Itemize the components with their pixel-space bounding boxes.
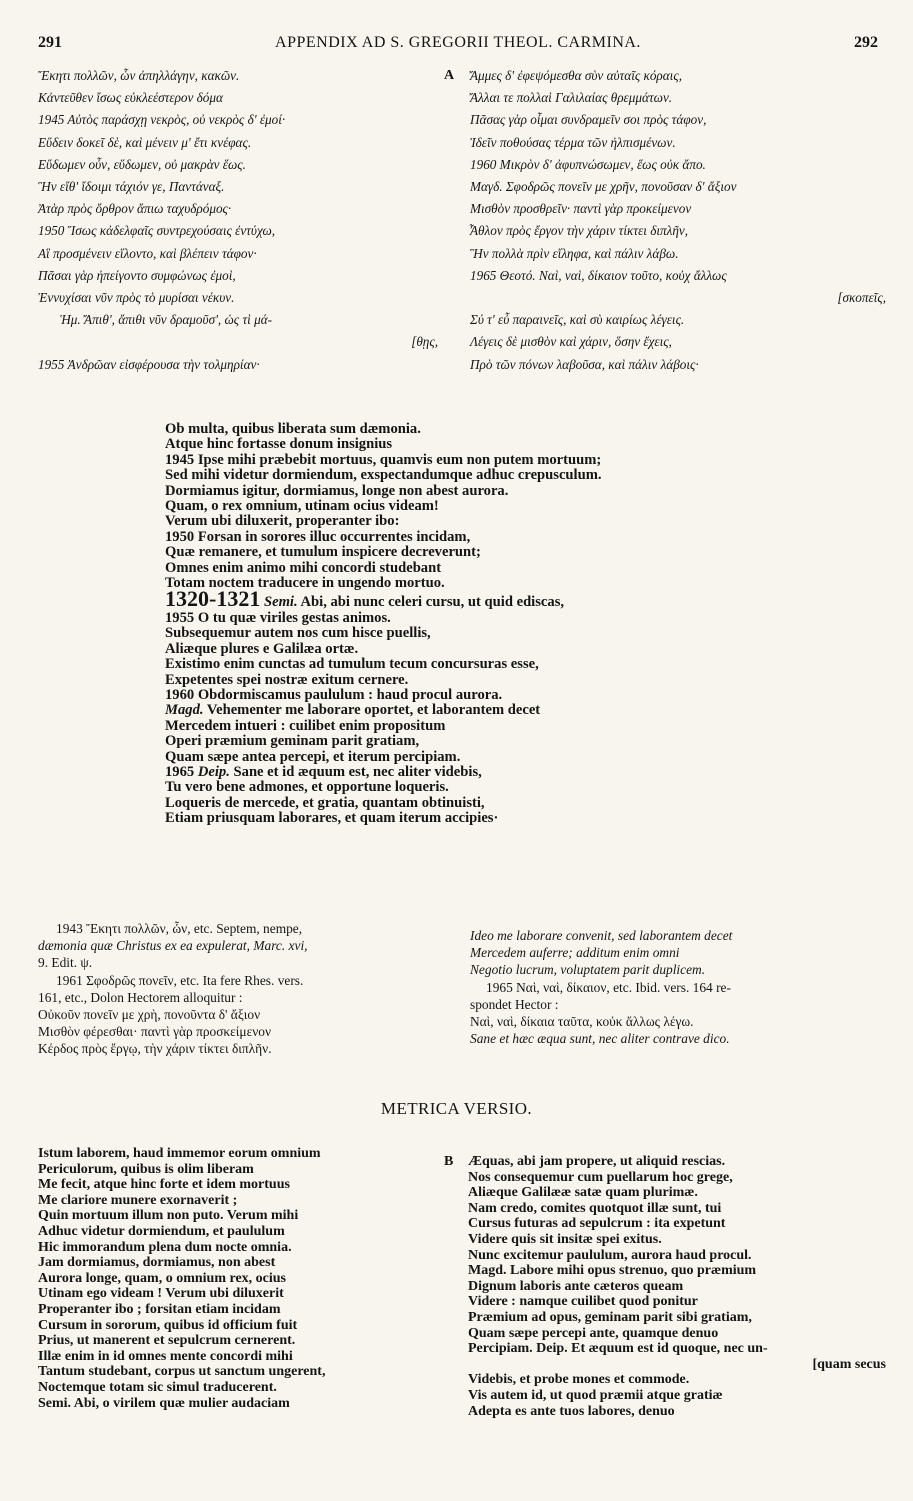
greek-text-right-column xyxy=(446,65,886,376)
text-line: [θῃς, xyxy=(411,334,438,350)
note-line: 1961 Σφοδρῶς πονεῖν, etc. Ita fere Rhes. vers. xyxy=(56,972,304,988)
text-line: 1945 Ipse mihi præbebit mortuus, quamvis eum non putem mortuum; xyxy=(165,451,602,468)
page-number-left: 291 xyxy=(38,34,62,51)
verse-line: Adhuc videtur dormiendum, et paululum xyxy=(38,1223,285,1239)
speaker-label: Magd. xyxy=(165,702,204,719)
text-line: Existimo enim cunctas ad tumulum tecum concursuras esse, xyxy=(165,656,539,673)
text-line: Dormiamus igitur, dormiamus, longe non abest aurora. xyxy=(165,482,509,499)
text-line: Σύ τ' εὖ παραινεῖς, καὶ σὺ καιρίως λέγεις. xyxy=(470,312,685,328)
note-line: 1965 Ναὶ, ναὶ, δίκαιον, etc. Ibid. vers. 164 re- xyxy=(486,979,731,995)
verse-line: Magd. Labore mihi opus strenuo, quo præmium xyxy=(468,1263,757,1279)
greek-text-left-column xyxy=(38,65,438,376)
verse-line: Properanter ibo ; forsitan etiam incidam xyxy=(38,1301,281,1317)
text-line: Λέγεις δὲ μισθὸν καὶ χάριν, ὅσην ἔχεις, xyxy=(470,334,672,350)
speaker-label: Deip. xyxy=(197,763,230,780)
speech-text: Sane et id æquum est, nec aliter videbis, xyxy=(233,763,482,780)
verse-line: Nos consequemur cum puellarum hoc grege, xyxy=(468,1169,733,1185)
text-line: Etiam priusquam laborares, et quam iterum accipies· xyxy=(165,810,499,827)
note-line: Ναὶ, ναὶ, δίκαια ταῦτα, κοὐκ ἄλλως λέγω. xyxy=(470,1014,694,1030)
text-line: 1955 O tu quæ viriles gestas animos. xyxy=(165,609,391,626)
text-line: Atque hinc fortasse donum insignius xyxy=(165,436,393,453)
text-line: Aliæque plures e Galilæa ortæ. xyxy=(165,640,359,657)
footnotes-right xyxy=(470,927,880,1047)
text-line: Μισθὸν προσθρεῖν· παντὶ γὰρ προκείμενον xyxy=(470,201,692,217)
column-marker: A xyxy=(444,68,455,83)
text-line xyxy=(165,703,805,718)
note-line: Μισθὸν φέρεσθαι· παντὶ γὰρ προσκείμενον xyxy=(38,1024,272,1040)
note-line: 161, etc., Dolon Hectorem alloquitur : xyxy=(38,989,243,1005)
text-line: Sed mihi videtur dormiendum, exspectandumque adhuc crepusculum. xyxy=(165,467,602,484)
text-line: Εὕδειν δοκεῖ δὲ, καὶ μένειν μ' ἔτι κνέφας. xyxy=(38,134,252,150)
text-line: 1960 Μικρὸν δ' ἀφυπνώσωμεν, ἕως οὐκ ἄπο. xyxy=(470,156,706,172)
text-line: Ἆθλον πρὸς ἔργον τὴν χάριν τίκτει διπλῆν, xyxy=(470,223,689,239)
text-line: Ἣν εἴθ' ἴδοιμι τάχιόν γε, Παντάναξ. xyxy=(38,179,225,195)
verse-line: Adepta es ante tuos labores, denuo xyxy=(468,1403,675,1419)
text-line: Πᾶσαι γὰρ ἠπείγοντο συμφώνως ἐμοὶ, xyxy=(38,267,236,283)
note-line: 1943 Ἔκητι πολλῶν, ὧν, etc. Septem, nempe, xyxy=(56,921,303,936)
text-line: 1965 Θεοτό. Ναὶ, ναὶ, δίκαιον τοῦτο, κοὐχ ἄλλως xyxy=(470,267,727,283)
verse-line: Aurora longe, quam, o omnium rex, ocius xyxy=(38,1270,286,1286)
footnotes-left xyxy=(38,920,443,1058)
metrical-version-right-column xyxy=(446,1154,886,1419)
note-line: Οὐκοῦν πονεῖν με χρὴ, πονοῦντα δ' ἄξιον xyxy=(38,1007,261,1023)
speech-text: Vehementer me laborare oportet, et laborantem decet xyxy=(206,702,541,719)
note-line: spondet Hector : xyxy=(470,996,559,1012)
text-line: Μαγδ. Σφοδρῶς πονεῖν με χρῆν, πονοῦσαν δ' ἄξιον xyxy=(470,179,737,195)
verse-line: Æquas, abi jam propere, ut aliquid rescias. xyxy=(468,1154,726,1169)
speech-text: Abi, abi nunc celeri cursu, ut quid ediscas, xyxy=(300,594,565,611)
page-header xyxy=(38,34,878,56)
text-line: Ἄλλαι τε πολλαὶ Γαλιλαίας θρεμμάτων. xyxy=(470,90,673,106)
note-line: dæmonia quæ Christus ex ea expulerat, Marc. xvi, xyxy=(38,938,308,954)
verse-line: Quam sæpe percepi ante, quamque denuo xyxy=(468,1325,719,1341)
text-line: Αἳ προσμένειν εἵλοντο, καὶ βλέπειν τάφον· xyxy=(38,245,257,261)
verse-line: Semi. Abi, o virilem quæ mulier audaciam xyxy=(38,1395,290,1411)
page-number-right: 292 xyxy=(854,34,878,51)
text-line: Ἰδεῖν ποθούσας τέρμα τῶν ἠλπισμένων. xyxy=(470,134,676,150)
verse-line: Percipiam. Deip. Et æquum est id quoque, nec un- xyxy=(468,1341,768,1357)
verse-line: Jam dormiamus, dormiamus, non abest xyxy=(38,1255,276,1271)
metrical-version-left-column xyxy=(38,1146,438,1411)
column-marker: B xyxy=(444,1154,454,1169)
verse-line: Istum laborem, haud immemor eorum omnium xyxy=(38,1146,321,1161)
text-line: Totam noctem traducere in ungendo mortuo. xyxy=(165,575,445,592)
text-line: 1950 Forsan in sorores illuc occurrentes incidam, xyxy=(165,528,471,545)
verse-line: Nam credo, comites quotquot illæ sunt, tui xyxy=(468,1200,722,1216)
verse-line: Nunc excitemur paululum, aurora haud procul. xyxy=(468,1247,752,1263)
verse-line: Periculorum, quibus is olim liberam xyxy=(38,1161,254,1177)
verse-line: Me clariore munere exornaverit ; xyxy=(38,1192,238,1208)
text-line: Ἔκητι πολλῶν, ὧν ἀπηλλάγην, κακῶν. xyxy=(38,68,240,83)
text-line xyxy=(165,765,805,780)
text-line: Ob multa, quibus liberata sum dæmonia. xyxy=(165,421,421,437)
verse-line: Hic immorandum plena dum nocte omnia. xyxy=(38,1239,292,1255)
verse-line: Videre : namque cuilibet quod ponitur xyxy=(468,1294,698,1310)
verse-line: [quam secus xyxy=(812,1356,886,1372)
text-line: Quam, o rex omnium, utinam ocius videam! xyxy=(165,498,439,515)
text-line: Κἀντεῦθεν ἴσως εὐκλεέστερον δόμα xyxy=(38,90,223,106)
text-line: Ἐννυχίσαι νῦν πρὸς τὸ μυρίσαι νέκυν. xyxy=(38,290,235,306)
section-title: METRICA VERSIO. xyxy=(380,1099,533,1118)
latin-translation xyxy=(165,422,805,827)
text-line: Πᾶσας γὰρ οἶμαι συνδραμεῖν σοι πρὸς τάφον, xyxy=(470,112,707,128)
text-line: Omnes enim animo mihi concordi studebant xyxy=(165,559,442,576)
text-line: 1945 Αὐτὸς παράσχῃ νεκρὸς, οὐ νεκρὸς δ' ἐμοί· xyxy=(38,112,286,128)
verse-line: Quin mortuum illum non puto. Verum mihi xyxy=(38,1208,299,1224)
verse-line: Noctemque totam sic simul traducerent. xyxy=(38,1379,277,1395)
verse-line: Videre quis sit insitæ spei exitus. xyxy=(468,1231,662,1247)
verse-line: Præmium ad opus, geminam parit sibi gratiam, xyxy=(468,1309,752,1325)
note-line: Κέρδος πρὸς ἔργῳ, τὴν χάριν τίκτει διπλῆν. xyxy=(38,1041,272,1057)
verse-line: Aliæque Galilææ satæ quam plurimæ. xyxy=(468,1185,698,1201)
text-line: [σκοπεῖς, xyxy=(837,290,886,306)
text-line: Expetentes spei nostræ exitum cernere. xyxy=(165,671,409,688)
text-line: Loqueris de mercede, et gratia, quantam obtinuisti, xyxy=(165,794,485,811)
text-line: Ἀτὰρ πρὸς ὄρθρον ἄπιω ταχυδρόμος· xyxy=(38,201,232,217)
line-number: 1965 xyxy=(165,763,195,780)
text-line: Πρὸ τῶν πόνων λαβοῦσα, καὶ πάλιν λάβοις· xyxy=(470,356,699,372)
note-line: Ideo me laborare convenit, sed laborantem decet xyxy=(470,928,733,943)
verse-line: Me fecit, atque hinc forte et idem mortuus xyxy=(38,1177,290,1193)
text-line: Quæ remanere, et tumulum inspicere decreverunt; xyxy=(165,544,481,561)
text-line: 1950 Ἴσως κἀδελφαῖς συντρεχούσαις ἐντύχω, xyxy=(38,223,276,239)
verse-line: Cursus futuras ad sepulcrum : ita expetunt xyxy=(468,1216,726,1232)
text-line: Ἄμμες δ' ἐφεψόμεσθα σὺν αὐταῖς κόραις, xyxy=(470,68,682,83)
text-line: Ἣν πολλὰ πρὶν εἴληφα, καὶ πάλιν λάβω. xyxy=(470,245,679,261)
column-reference-number: 1320-1321 xyxy=(165,586,261,612)
text-line xyxy=(165,586,805,612)
text-line: Verum ubi diluxerit, properanter ibo: xyxy=(165,513,400,530)
running-title: APPENDIX AD S. GREGORII THEOL. CARMINA. xyxy=(275,34,641,51)
verse-line: Prius, ut manerent et sepulcrum cernerent. xyxy=(38,1333,296,1349)
verse-line: Tantum studebant, corpus ut sanctum ungerent, xyxy=(38,1364,326,1380)
text-line: Εὕδωμεν οὖν, εὕδωμεν, οὐ μακρὰν ἕως. xyxy=(38,156,246,172)
note-line: Sane et hæc æqua sunt, nec aliter contrave dico. xyxy=(470,1031,730,1047)
text-line: Quam sæpe antea percepi, et iterum percipiam. xyxy=(165,748,461,765)
text-line: 1955 Ἀνδρῶαν εἰσφέρουσα τὴν τολμηρίαν· xyxy=(38,356,260,372)
verse-line: Illæ enim in id omnes mente concordi mihi xyxy=(38,1348,293,1364)
note-line: Mercedem auferre; additum enim omni xyxy=(470,945,680,961)
verse-line: Dignum laboris ante cæteros queam xyxy=(468,1278,684,1294)
text-line: Subsequemur autem nos cum hisce puellis, xyxy=(165,625,431,642)
text-line: 1960 Obdormiscamus paululum : haud procul aurora. xyxy=(165,686,503,703)
text-line: Ἡμ. Ἄπιθ', ἄπιθι νῦν δραμοῦσ', ὡς τὶ μά- xyxy=(60,312,273,328)
text-line: Mercedem intueri : cuilibet enim propositum xyxy=(165,717,446,734)
verse-line: Utinam ego videam ! Verum ubi diluxerit xyxy=(38,1286,284,1302)
verse-line: Vis autem id, ut quod præmii atque gratiæ xyxy=(468,1387,723,1403)
verse-line: Videbis, et probe mones et commode. xyxy=(468,1372,690,1388)
text-line: Tu vero bene admones, et opportune loqueris. xyxy=(165,779,449,796)
verse-line: Cursum in sororum, quibus id officium fuit xyxy=(38,1317,298,1333)
note-line: 9. Edit. ψ. xyxy=(38,955,93,971)
speaker-label: Semi. xyxy=(263,594,298,611)
text-line: Operi præmium geminam parit gratiam, xyxy=(165,733,420,750)
note-line: Negotio lucrum, voluptatem parit duplicem. xyxy=(470,962,706,978)
